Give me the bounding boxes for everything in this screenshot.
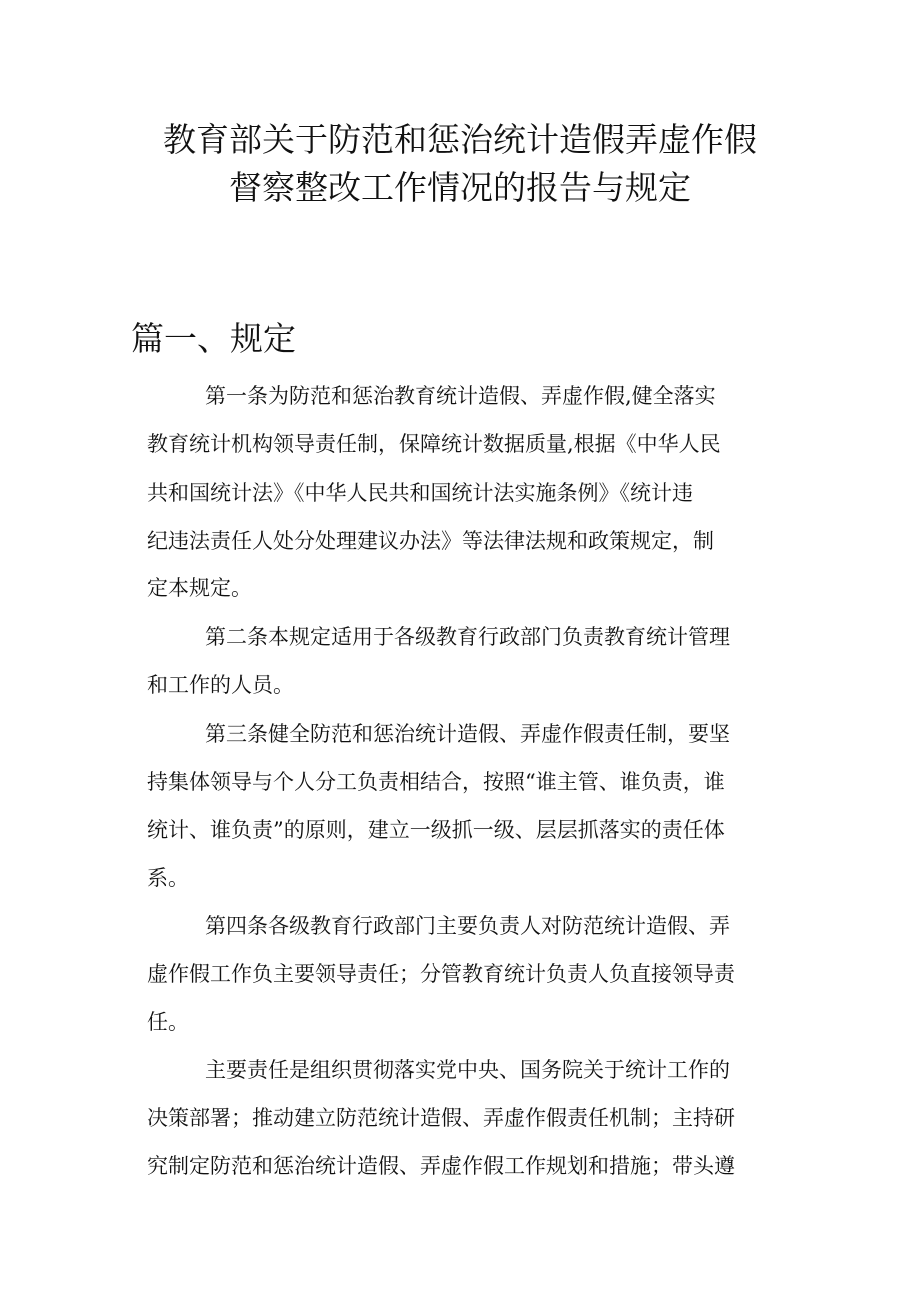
paragraph-line: 和工作的人员。	[147, 673, 294, 697]
paragraph-line: 系。	[147, 866, 189, 890]
paragraph-line: 持集体领导与个人分工负责相结合，按照“谁主管、谁负责，谁	[147, 770, 725, 794]
paragraph-line: 第三条健全防范和惩治统计造假、弄虚作假责任制，要坚	[205, 722, 730, 746]
paragraph-line: 统计、谁负责”的原则，建立一级抓一级、层层抓落实的责任体	[147, 818, 725, 842]
section-heading: 篇一、规定	[131, 319, 296, 358]
paragraph-line: 决策部署；推动建立防范统计造假、弄虚作假责任机制；主持研	[147, 1106, 735, 1130]
paragraph-line: 共和国统计法》《中华人民共和国统计法实施条例》《统计违	[147, 481, 693, 505]
paragraph-line: 第四条各级教育行政部门主要负责人对防范统计造假、弄	[205, 914, 730, 938]
paragraph-line: 定本规定。	[147, 576, 252, 600]
paragraph-line: 主要责任是组织贯彻落实党中央、国务院关于统计工作的	[205, 1058, 730, 1082]
document-title-line-1: 教育部关于防范和惩治统计造假弄虚作假	[163, 120, 757, 159]
paragraph-line: 第二条本规定适用于各级教育行政部门负责教育统计管理	[205, 625, 730, 649]
paragraph-line: 虚作假工作负主要领导责任；分管教育统计负责人负直接领导责	[147, 962, 735, 986]
document-title-line-2: 督察整改工作情况的报告与规定	[229, 168, 691, 207]
paragraph-line: 究制定防范和惩治统计造假、弄虚作假工作规划和措施；带头遵	[147, 1154, 735, 1178]
paragraph-line: 纪违法责任人处分处理建议办法》等法律法规和政策规定，制	[147, 529, 714, 553]
paragraph-line: 任。	[147, 1010, 189, 1034]
paragraph-line: 第一条为防范和惩治教育统计造假、弄虚作假,健全落实	[205, 384, 716, 408]
paragraph-line: 教育统计机构领导责任制，保障统计数据质量,根据《中华人民	[147, 432, 721, 456]
